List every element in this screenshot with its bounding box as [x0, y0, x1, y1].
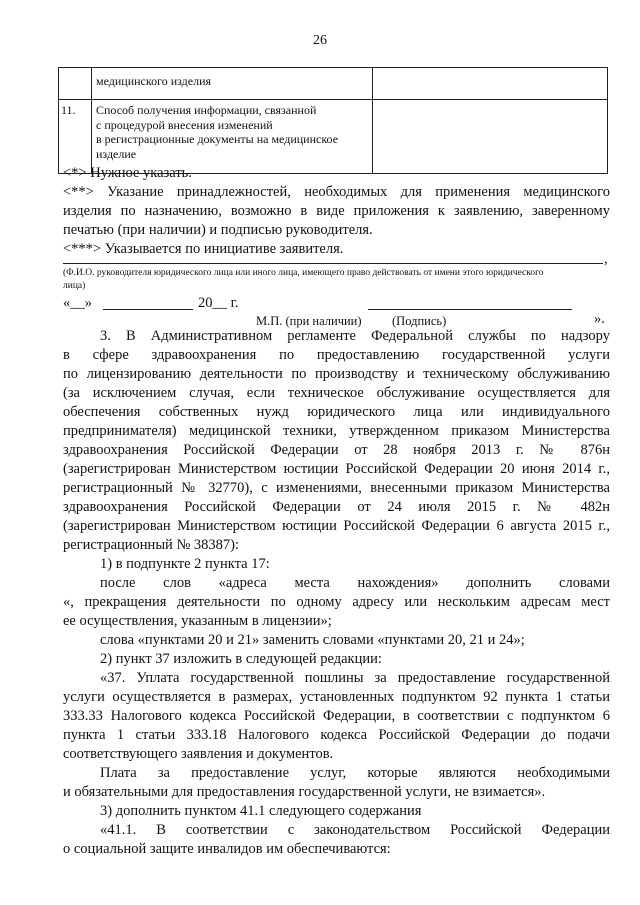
subitem-1-text: после слов «адреса места нахождения» дополнить словами: [100, 575, 610, 591]
footnote-1: <*> Нужное указать.: [63, 165, 192, 181]
footnote-2-line: изделия по назначению, возможно в виде приложения к заявлению, заверенному: [63, 203, 610, 219]
quote-close: ».: [594, 311, 605, 327]
stamp-label: М.П. (при наличии): [256, 314, 362, 328]
subitem-1: 1) в подпункте 2 пункта 17:: [100, 556, 270, 572]
subitem-1-text: ее осуществления, указанным в лицензии»;: [63, 613, 332, 629]
footnote-2-line: печатью (при наличии) и подписью руководителя.: [63, 222, 373, 238]
paragraph-3-line: (зарегистрирован Министерством юстиции Российской Федерации 20 июня 2014 г.,: [63, 461, 610, 477]
table-row: [59, 100, 608, 174]
subitem-2-fee: и обязательными для предоставления государственной услуги, не взимается».: [63, 784, 546, 800]
row-label-line: с процедурой внесения изменений: [96, 117, 273, 132]
name-caption: (Ф.И.О. руководителя юридического лица или иного лица, имеющего право действовать от имени этого юридического: [63, 268, 544, 278]
date-month-underline: [103, 309, 193, 310]
paragraph-3-line: регистрационный № 38387):: [63, 537, 240, 553]
paragraph-3-line: здравоохранения Российской Федерации от 24 июля 2015 г. № 482н: [63, 499, 610, 515]
subitem-2-text: 333.33 Налогового кодекса Российской Федерации, в соответствии с подпунктом 6: [63, 708, 610, 724]
paragraph-3-line: предпринимателя) медицинской техники, утвержденном приказом Министерства: [63, 423, 610, 439]
subitem-1-replace: слова «пунктами 20 и 21» заменить словами «пунктами 20, 21 и 24»;: [100, 632, 525, 648]
paragraph-3-line: (зарегистрирован Министерством юстиции Российской Федерации 6 августа 2015 г.,: [63, 518, 610, 534]
row-number: 11.: [59, 100, 92, 174]
row-value: [373, 68, 608, 100]
subitem-2-text: услуги осуществляется в размерах, установленных подпунктом 92 пункта 1 статьи: [63, 689, 610, 705]
row-label-line: в регистрационные документы на медицинское: [96, 132, 339, 146]
signature-label: (Подпись): [392, 314, 447, 328]
row-label: [92, 68, 373, 100]
row-label: [92, 100, 373, 174]
paragraph-3-line: здравоохранения Российской Федерации от 28 ноября 2013 г. № 876н: [63, 442, 610, 458]
subitem-2-fee: Плата за предоставление услуг, которые являются необходимыми: [100, 765, 610, 781]
paragraph-3-line: по лицензированию деятельности по производству и техническому обслуживанию: [63, 366, 610, 382]
footnote-3: <***> Указывается по инициативе заявителя.: [63, 241, 344, 257]
subitem-3-text: «41.1. В соответствии с законодательством Российской Федерации: [100, 822, 610, 838]
subitem-2-text: «37. Уплата государственной пошлины за предоставление государственной: [100, 670, 610, 686]
footnote-2-line: <**> Указание принадлежностей, необходимых для применения медицинского: [63, 184, 610, 200]
table-row: [59, 68, 608, 100]
paragraph-3-line: 3. В Административном регламенте Федеральной службы по надзору: [100, 328, 610, 344]
subitem-1-text: «, прекращения деятельности по одному адресу или нескольким адресам мест: [63, 594, 610, 610]
page-number: 26: [313, 33, 327, 48]
row-value: [373, 100, 608, 174]
paragraph-3-line: регистрационный № 32770), с изменениями, внесенными приказом Министерства: [63, 480, 610, 496]
subitem-2-text: соответствующего заявления и документов.: [63, 746, 334, 762]
subitem-2-text: пункта 1 статьи 333.18 Налогового кодекса Российской Федерации до подачи: [63, 727, 610, 743]
paragraph-3-line: в сфере здравоохранения по предоставлению государственной услуги: [63, 347, 610, 363]
name-comma: ,: [604, 251, 608, 267]
subitem-2: 2) пункт 37 изложить в следующей редакции:: [100, 651, 382, 667]
subitem-3: 3) дополнить пунктом 41.1 следующего содержания: [100, 803, 422, 819]
subitem-3-text: о социальной защите инвалидов им обеспечиваются:: [63, 841, 391, 857]
name-underline: [63, 263, 603, 264]
row-label-line: медицинского изделия: [96, 74, 212, 88]
name-caption-cont: лица): [63, 281, 86, 291]
row-number: [59, 68, 92, 100]
row-label-line: Способ получения информации, связанной: [96, 103, 317, 117]
date-day: «__»: [63, 295, 92, 311]
form-table: [58, 67, 608, 174]
row-label-line: изделие: [96, 146, 137, 161]
paragraph-3-line: обеспечения собственных нужд юридического лица или индивидуального: [63, 404, 610, 420]
signature-underline: [368, 309, 572, 310]
paragraph-3-line: (за исключением случая, если техническое обслуживание осуществляется для: [63, 385, 610, 401]
date-year: 20__ г.: [198, 295, 239, 311]
